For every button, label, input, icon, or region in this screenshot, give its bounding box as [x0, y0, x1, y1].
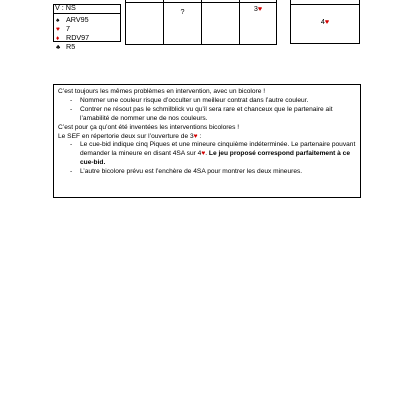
list-item: [58, 168, 356, 177]
hand-cards: [53, 3, 121, 51]
line-text: :: [197, 132, 202, 140]
spade-row: [56, 15, 89, 24]
bid-column-north: [202, 0, 240, 44]
bullet-dash: -: [70, 141, 73, 149]
bullet-text: L’autre bicolore prévu est l’enchère de 4SA pour montrer les deux mineures.: [80, 168, 303, 176]
club-row: [56, 42, 75, 51]
comment-line-2: C’est pour ça qu’ont été inventées les interventions bicolores !: [58, 123, 240, 131]
bullet-dash: -: [70, 168, 73, 176]
heart-icon: ♥: [193, 132, 198, 140]
comment-line-3: [58, 133, 356, 142]
vulnerability-label: V : NS: [53, 4, 121, 14]
comment-box: [53, 84, 361, 198]
club-icon: ♣: [56, 44, 61, 51]
bullet-bold-text: Le jeu proposé correspond parfaitement à ce cue-bid.: [80, 150, 350, 167]
diamond-icon: ♦: [56, 35, 60, 42]
answer-level: 4: [320, 17, 325, 26]
bullet-text-part: .: [205, 150, 209, 158]
bid-header: [202, 0, 239, 3]
hand-box: [53, 0, 121, 51]
line-text: Le SEF en répertorie deux sur l’ouverture de 3: [58, 132, 194, 140]
bid-header: [164, 0, 201, 3]
heart-cards: 7: [66, 24, 70, 33]
diamond-row: [56, 33, 89, 42]
heart-icon: ♥: [257, 4, 263, 13]
bid-column-east: [240, 0, 276, 44]
bullet-dash: -: [70, 96, 73, 104]
heart-icon: ♥: [201, 150, 206, 158]
bid-question: ?: [180, 7, 185, 16]
heart-row: [56, 24, 70, 33]
east-opening-bid: [240, 4, 276, 13]
bidding-table: [125, 0, 277, 45]
spade-cards: ARV95: [66, 15, 89, 24]
club-cards: R5: [66, 42, 76, 51]
bullet-text: [80, 141, 356, 168]
list-item: [58, 106, 356, 124]
answer-box: [290, 0, 360, 44]
answer-header: [291, 0, 359, 5]
list-item: [58, 141, 356, 168]
heart-icon: ♥: [56, 26, 60, 33]
bid-column-south: [126, 0, 164, 44]
bullet-text: Nommer une couleur risque d’occulter un meilleur contrat dans l’autre couleur.: [80, 96, 309, 104]
bullet-text: Contrer ne résout pas le schmilblick vu qu’il sera rare et chanceux que le partenaire ait l’amabilité de nommer une de nos couleurs.: [80, 105, 333, 122]
comment-intro: C’est toujours les mêmes problèmes en intervention, avec un bicolore !: [58, 88, 266, 95]
bullet-dash: -: [70, 105, 73, 113]
bid-level: 3: [253, 4, 258, 13]
answer-bid: [291, 17, 359, 26]
diamond-cards: RDV97: [66, 33, 90, 42]
heart-icon: ♥: [324, 17, 330, 26]
bid-header: [126, 0, 163, 3]
spade-icon: ♠: [56, 17, 60, 24]
bullet-text-part: Le cue-bid indique cinq Piques et une mineure cinquième indéterminée. Le partenaire pouvant demander la mineure en disant 4SA sur 4: [80, 141, 356, 158]
bid-header: [240, 0, 276, 3]
bid-column-west: [164, 0, 202, 44]
list-item: [58, 97, 356, 106]
